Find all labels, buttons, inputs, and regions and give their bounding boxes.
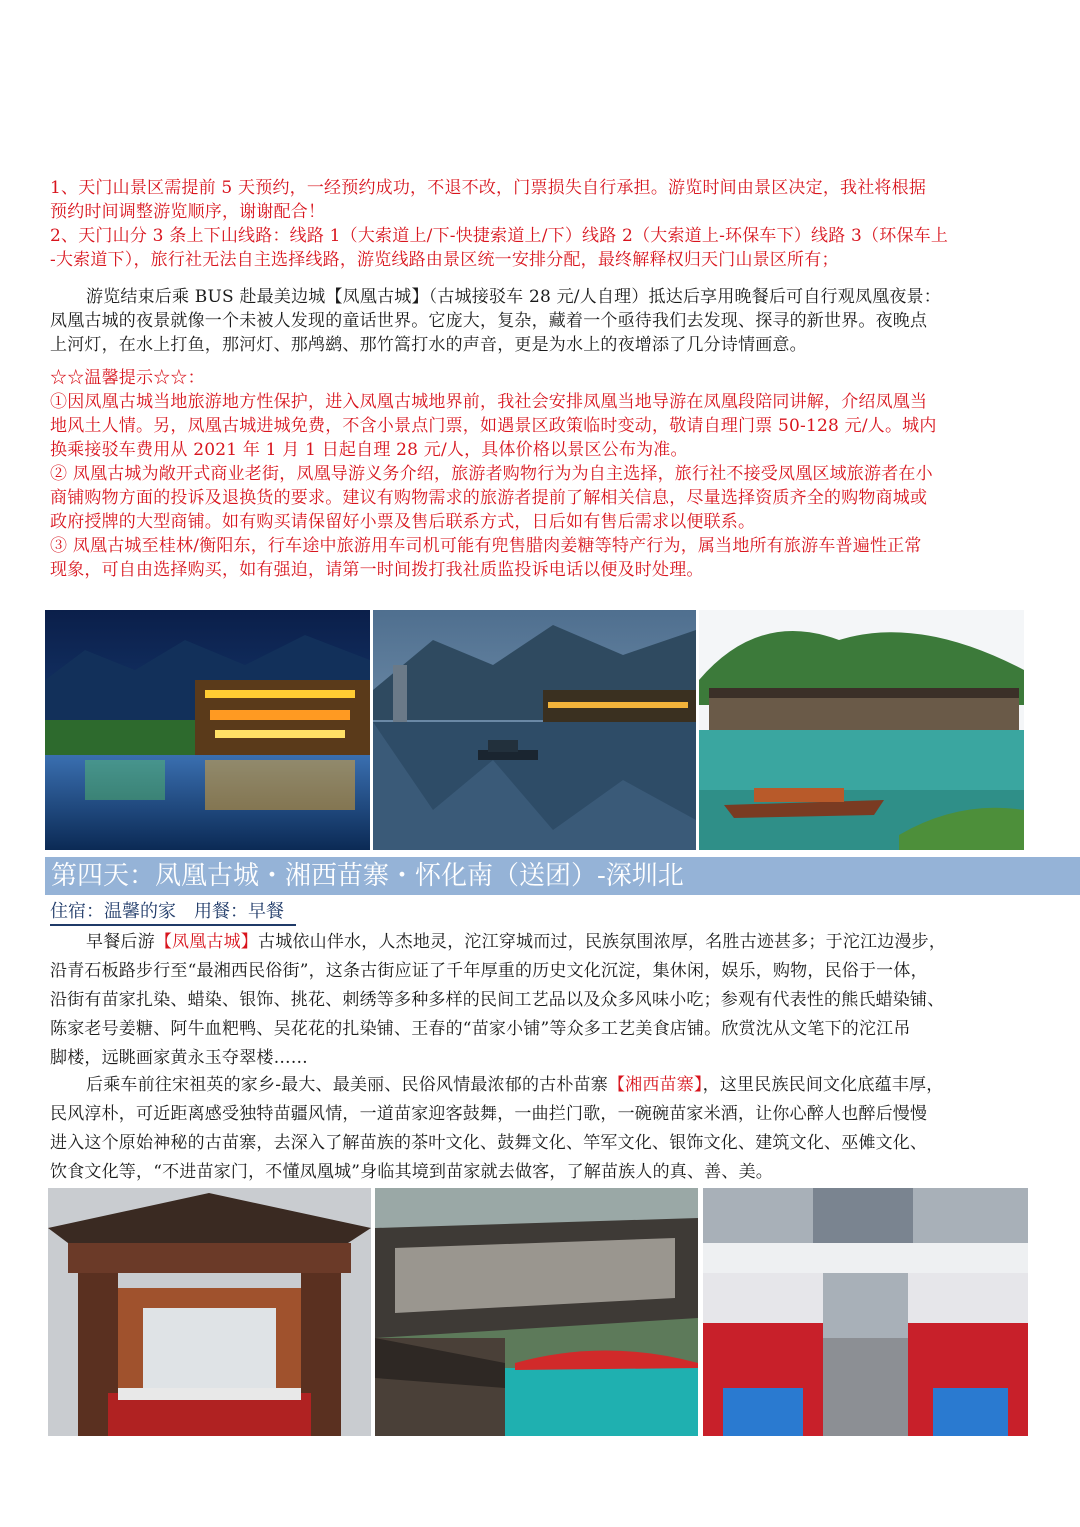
lodging-meals-label: 住宿：温馨的家 用餐：早餐 <box>50 900 296 926</box>
notice-line: -大索道下），旅行社无法自主选择线路，游览线路由景区统一安排分配，最终解释权归天门山景区所有； <box>50 250 839 270</box>
tip-line: 地风土人情。另，凤凰古城进城免费，不含小景点门票，如遇景区政策临时变动，敬请自理门票 50-128 元/人。城内 <box>50 416 937 436</box>
day-four-paragraph-1 <box>50 930 1030 1070</box>
miao-costume-welcome-photo <box>703 1188 1028 1436</box>
paragraph-line: 饮食文化等，“不进苗家门，不懂凤凰城”身临其境到苗家就去做客，了解苗族人的真、善、美。 <box>50 1162 773 1182</box>
paragraph-line: 凤凰古城的夜景就像一个未被人发现的童话世界。它庞大，复杂，藏着一个亟待我们去发现、探寻的新世界。夜晚点 <box>50 311 928 331</box>
paragraph-line: 民风淳朴，可近距离感受独特苗疆风情，一道苗家迎客鼓舞，一曲拦门歌，一碗碗苗家米酒，让你心醉人也醉后慢慢 <box>50 1104 928 1124</box>
tips-block <box>50 366 1030 582</box>
fenghuang-river-reflection-photo <box>373 610 696 850</box>
highlight-fenghuang: 【凤凰古城】 <box>154 932 259 952</box>
paragraph-line: 进入这个原始神秘的古苗寨，去深入了解苗族的茶叶文化、鼓舞文化、竿军文化、银饰文化、建筑文化、巫傩文化、 <box>50 1133 928 1153</box>
day-four-paragraph-2 <box>50 1073 1030 1184</box>
paragraph-line: 上河灯，在水上打鱼，那河灯、那鸬鹚、那竹篙打水的声音，更是为水上的夜增添了几分诗情画意。 <box>50 335 807 355</box>
tip-line: 现象，可自由选择购买，如有强迫，请第一时间拨打我社质监投诉电话以便及时处理。 <box>50 560 704 580</box>
tip-line: 换乘接驳车费用从 2021 年 1 月 1 日起自理 28 元/人，具体价格以景区公布为准。 <box>50 440 688 460</box>
paragraph-line <box>50 1073 1030 1097</box>
highlight-miao-village: 【湘西苗寨】 <box>607 1075 703 1095</box>
tip-line: 商铺购物方面的投诉及退换货的要求。建议有购物需求的旅游者提前了解相关信息，尽量选择资质齐全的购物商城或 <box>50 488 928 508</box>
booking-notice <box>50 176 1030 272</box>
text-span: 古城依山伴水，人杰地灵，沱江穿城而过，民族氛围浓厚，名胜古迹甚多；于沱江边漫步， <box>258 932 947 952</box>
paragraph-line: 沿街有苗家扎染、蜡染、银饰、挑花、刺绣等多种多样的民间工艺品以及众多风味小吃；参观有代表性的熊氏蜡染铺、 <box>50 990 945 1010</box>
tip-line: 政府授牌的大型商铺。如有购买请保留好小票及售后联系方式，日后如有售后需求以便联系。 <box>50 512 756 532</box>
text-span: 早餐后游 <box>86 932 155 952</box>
tips-heading: ☆☆温馨提示☆☆： <box>50 368 205 388</box>
miao-village-aerial-photo <box>375 1188 698 1436</box>
day-four-header <box>45 857 1080 895</box>
miao-village-gate-photo <box>48 1188 371 1436</box>
tip-line: ② 凤凰古城为敞开式商业老街，凤凰导游义务介绍，旅游者购物行为为自主选择，旅行社不接受凤凰区域旅游者在小 <box>50 464 933 484</box>
tip-line: ①因凤凰古城当地旅游地方性保护，进入凤凰古城地界前，我社会安排凤凰当地导游在凤凰段陪同讲解，介绍凤凰当 <box>50 392 928 412</box>
paragraph-line: 沿青石板路步行至“最湘西民俗街”，这条古街应证了千年厚重的历史文化沉淀，集休闲，娱乐，购物，民俗于一体， <box>50 961 928 981</box>
fenghuang-night-photo <box>45 610 370 850</box>
notice-line: 2、天门山分 3 条上下山线路：线路 1（大索道上/下-快捷索道上/下）线路 2（大索道上-环保车下）线路 3（环保车上 <box>50 226 949 246</box>
paragraph-line: 脚楼，远眺画家黄永玉夺翠楼…… <box>50 1048 308 1068</box>
day-four-title: 第四天：凤凰古城・湘西苗寨・怀化南（送团）-深圳北 <box>51 861 684 891</box>
paragraph-line: 陈家老号姜糖、阿牛血粑鸭、吴花花的扎染铺、王春的“苗家小铺”等众多工艺美食店铺。欣赏沈从文笔下的沱江吊 <box>50 1019 911 1039</box>
notice-line: 预约时间调整游览顺序，谢谢配合！ <box>50 202 326 222</box>
evening-paragraph <box>50 285 1030 357</box>
paragraph-line <box>50 930 1030 954</box>
text-span: 后乘车前往宋祖英的家乡-最大、最美丽、民俗风情最浓郁的古朴苗寨 <box>86 1075 608 1095</box>
tip-line: ③ 凤凰古城至桂林/衡阳东，行车途中旅游用车司机可能有兜售腊肉姜糖等特产行为，属当地所有旅游车普遍性正常 <box>50 536 922 556</box>
paragraph-line: 游览结束后乘 BUS 赴最美边城【凤凰古城】（古城接驳车 28 元/人自理）抵达后享用晚餐后可自行观凤凰夜景： <box>86 287 941 307</box>
fenghuang-day-boat-photo <box>699 610 1024 850</box>
text-span: ，这里民族民间文化底蕴丰厚， <box>702 1075 944 1095</box>
notice-line: 1、天门山景区需提前 5 天预约，一经预约成功，不退不改，门票损失自行承担。游览时间由景区决定，我社将根据 <box>50 178 927 198</box>
